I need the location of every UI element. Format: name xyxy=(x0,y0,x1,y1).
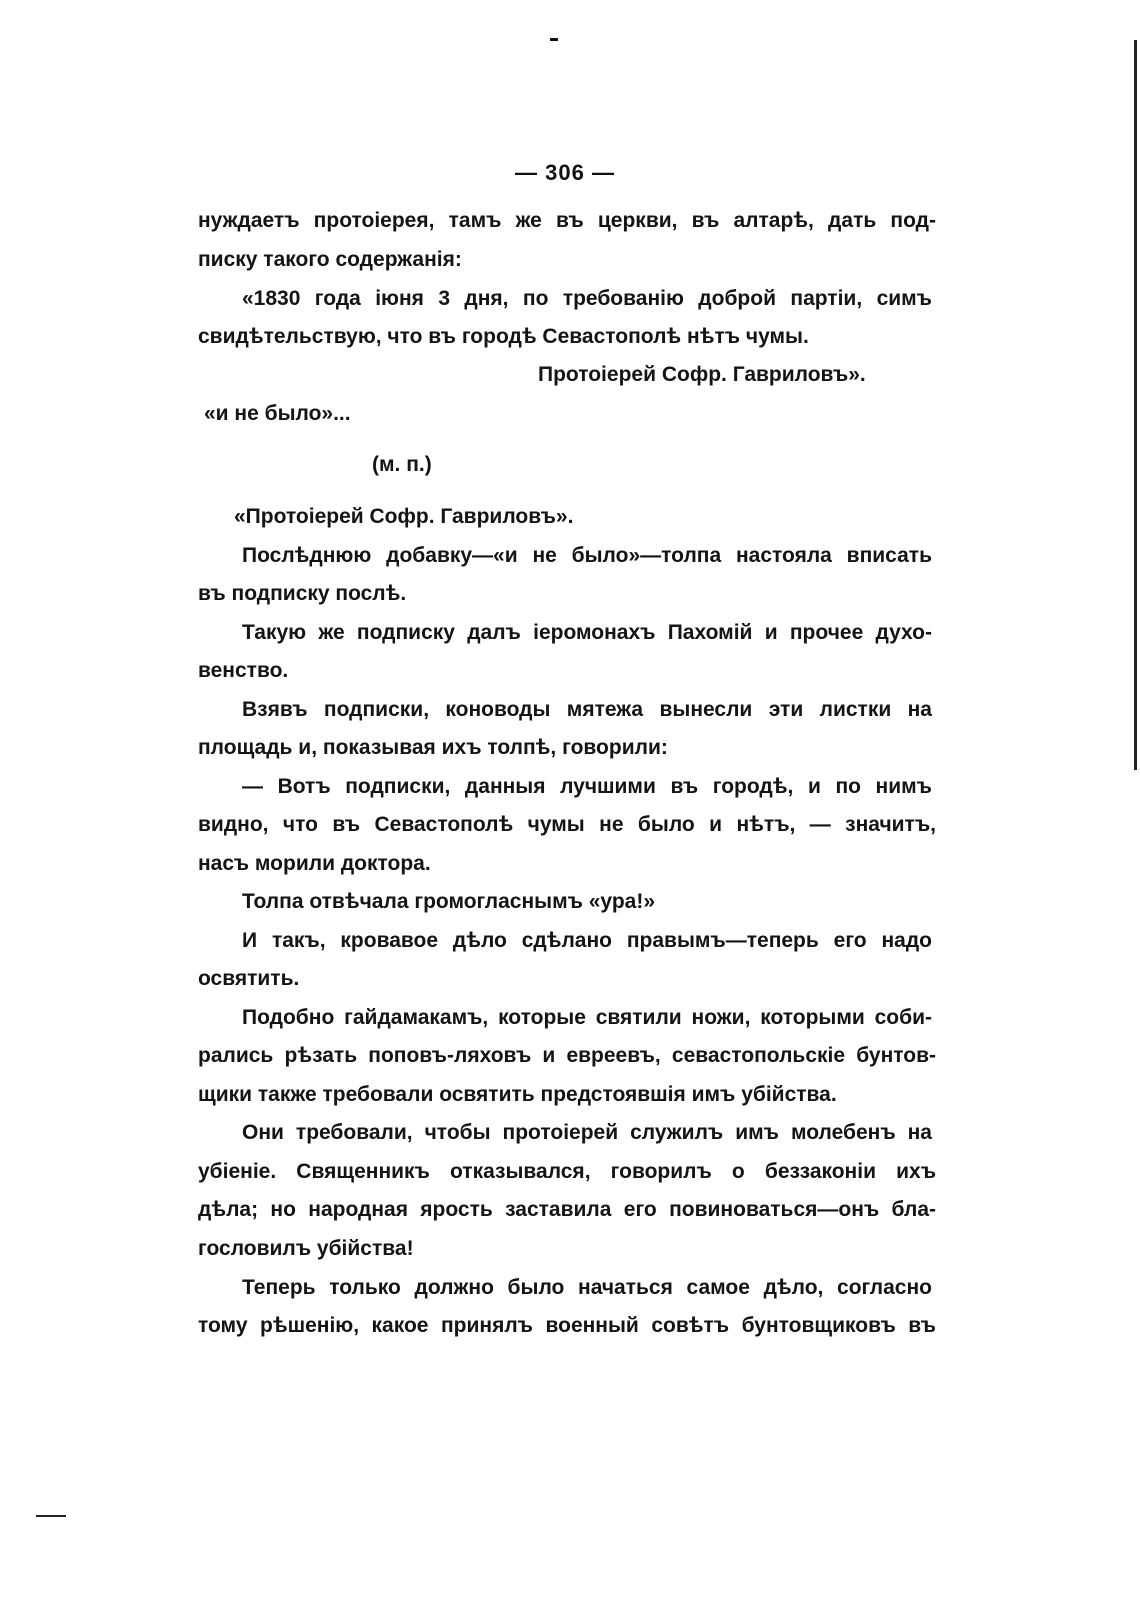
text-line: нуждаетъ протоіерея, тамъ же въ церкви, въ алтарѣ, дать под- xyxy=(198,209,936,232)
text-line: щики также требовали освятить предстоявшія имъ убійства. xyxy=(198,1083,837,1106)
text-line: «и не было»... xyxy=(204,402,351,425)
text-line: Такую же подписку далъ іеромонахъ Пахомій и прочее духо- xyxy=(242,621,932,644)
text-line: гословилъ убійства! xyxy=(198,1237,414,1260)
text-line: Послѣднюю добавку—«и не было»—толпа настояла вписать xyxy=(242,544,932,567)
text-line: Толпа отвѣчала громогласнымъ «ура!» xyxy=(242,890,656,913)
text-line: рались рѣзать поповъ-ляховъ и евреевъ, севастопольскіе бунтов- xyxy=(198,1044,936,1067)
text-line: Подобно гайдамакамъ, которые святили ножи, которыми соби- xyxy=(242,1006,932,1029)
text-line: убіеніе. Священникъ отказывался, говорилъ о беззаконіи ихъ xyxy=(198,1160,936,1183)
text-line: насъ морили доктора. xyxy=(198,852,431,875)
text-line: писку такого содержанія: xyxy=(198,248,462,271)
text-line: видно, что въ Севастополѣ чумы не было и нѣтъ, — значитъ, xyxy=(198,813,936,836)
page-edge-rule xyxy=(1134,40,1137,770)
seal-mark: (м. п.) xyxy=(372,453,432,476)
text-line: тому рѣшенію, какое принялъ военный совѣтъ бунтовщиковъ въ xyxy=(198,1314,936,1337)
text-line: освятить. xyxy=(198,967,300,990)
text-line: Взявъ подписки, коноводы мятежа вынесли эти листки на xyxy=(242,698,932,721)
text-line: Теперь только должно было начаться самое дѣло, согласно xyxy=(242,1276,932,1299)
signature-line: «Протоіерей Софр. Гавриловъ». xyxy=(234,505,574,528)
scan-mark-bottom xyxy=(36,1515,66,1517)
text-line: — Вотъ подписки, данныя лучшими въ городѣ, и по нимъ xyxy=(242,775,932,798)
text-line: «1830 года іюня 3 дня, по требованію доброй партіи, симъ xyxy=(242,287,932,310)
text-line: дѣла; но народная ярость заставила его повиноваться—онъ бла- xyxy=(198,1198,936,1221)
text-line: свидѣтельствую, что въ городѣ Севастополѣ нѣтъ чумы. xyxy=(198,325,809,348)
signature-line: Протоіерей Софр. Гавриловъ». xyxy=(538,363,866,386)
text-line: площадь и, показывая ихъ толпѣ, говорили: xyxy=(198,736,668,759)
scan-mark-top xyxy=(550,38,558,41)
text-line: И такъ, кровавое дѣло сдѣлано правымъ—теперь его надо xyxy=(242,929,932,952)
page-number: — 306 — xyxy=(515,160,615,185)
text-line: въ подписку послѣ. xyxy=(198,582,407,605)
text-line: Они требовали, чтобы протоіерей служилъ имъ молебенъ на xyxy=(242,1121,932,1144)
text-line: венство. xyxy=(198,659,289,682)
